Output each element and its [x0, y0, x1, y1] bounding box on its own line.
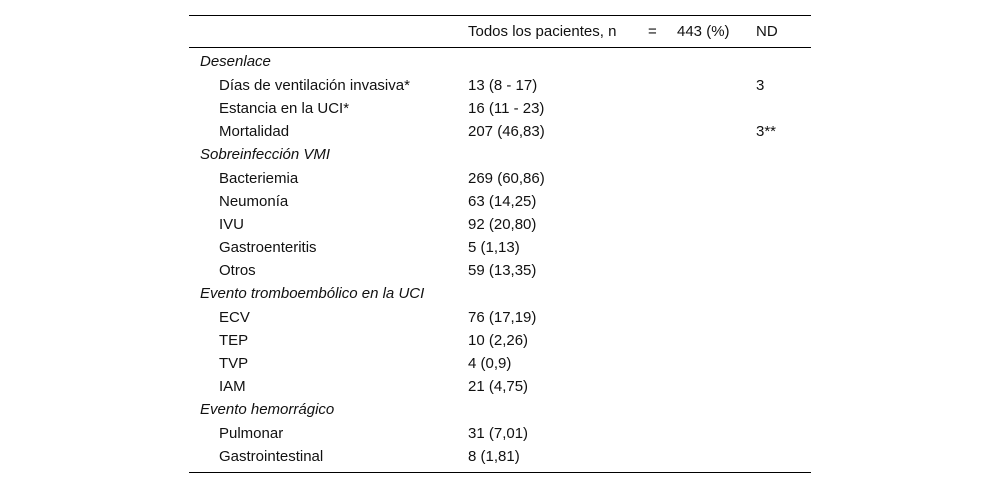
row-label: Pulmonar — [219, 425, 284, 442]
row-label: TEP — [219, 332, 249, 349]
table-row — [189, 120, 811, 143]
row-label: Días de ventilación invasiva* — [219, 77, 410, 94]
table-header-rule — [189, 47, 811, 48]
row-value: 4 (0,9) — [468, 355, 512, 372]
table-row — [189, 375, 811, 398]
row-value: 207 (46,83) — [468, 123, 545, 140]
row-value: 8 (1,81) — [468, 448, 520, 465]
table-row — [189, 259, 811, 282]
row-label: TVP — [219, 355, 249, 372]
row-label: Mortalidad — [219, 123, 290, 140]
section-title: Desenlace — [200, 53, 271, 70]
row-nd: 3 — [756, 77, 765, 94]
row-value: 31 (7,01) — [468, 425, 529, 442]
row-value: 269 (60,86) — [468, 170, 545, 187]
section-row — [189, 143, 811, 167]
table-row — [189, 306, 811, 329]
header-nd: ND — [756, 23, 778, 40]
table-row — [189, 422, 811, 445]
row-label: IAM — [219, 378, 246, 395]
section-row — [189, 50, 811, 74]
outcomes-table — [189, 15, 811, 473]
table-row — [189, 97, 811, 120]
table-row — [189, 445, 811, 468]
header-count: 443 (%) — [677, 23, 730, 40]
row-value: 59 (13,35) — [468, 262, 537, 279]
row-value: 63 (14,25) — [468, 193, 537, 210]
row-value: 16 (11 - 23) — [468, 100, 545, 117]
row-label: IVU — [219, 216, 245, 233]
row-nd: 3** — [756, 123, 777, 140]
table-row — [189, 236, 811, 259]
header-equals: = — [648, 23, 657, 40]
section-title: Evento tromboembólico en la UCI — [200, 285, 425, 302]
section-row — [189, 282, 811, 306]
table-row — [189, 352, 811, 375]
row-label: Gastroenteritis — [219, 239, 317, 256]
section-title: Sobreinfección VMI — [200, 146, 331, 163]
row-label: ECV — [219, 309, 250, 326]
row-value: 21 (4,75) — [468, 378, 529, 395]
table-row — [189, 167, 811, 190]
row-label: Estancia en la UCI* — [219, 100, 350, 117]
row-value: 13 (8 - 17) — [468, 77, 538, 94]
table-bottom-rule — [189, 472, 811, 473]
row-label: Neumonía — [219, 193, 289, 210]
row-value: 92 (20,80) — [468, 216, 537, 233]
row-value: 10 (2,26) — [468, 332, 529, 349]
section-title: Evento hemorrágico — [200, 401, 335, 418]
row-label: Otros — [219, 262, 256, 279]
table-row — [189, 329, 811, 352]
row-value: 5 (1,13) — [468, 239, 520, 256]
row-label: Gastrointestinal — [219, 448, 324, 465]
table-header-row — [189, 16, 811, 47]
table-row — [189, 190, 811, 213]
row-label: Bacteriemia — [219, 170, 299, 187]
table-row — [189, 74, 811, 97]
section-row — [189, 398, 811, 422]
row-value: 76 (17,19) — [468, 309, 537, 326]
table-row — [189, 213, 811, 236]
header-all-patients: Todos los pacientes, n — [468, 23, 617, 40]
